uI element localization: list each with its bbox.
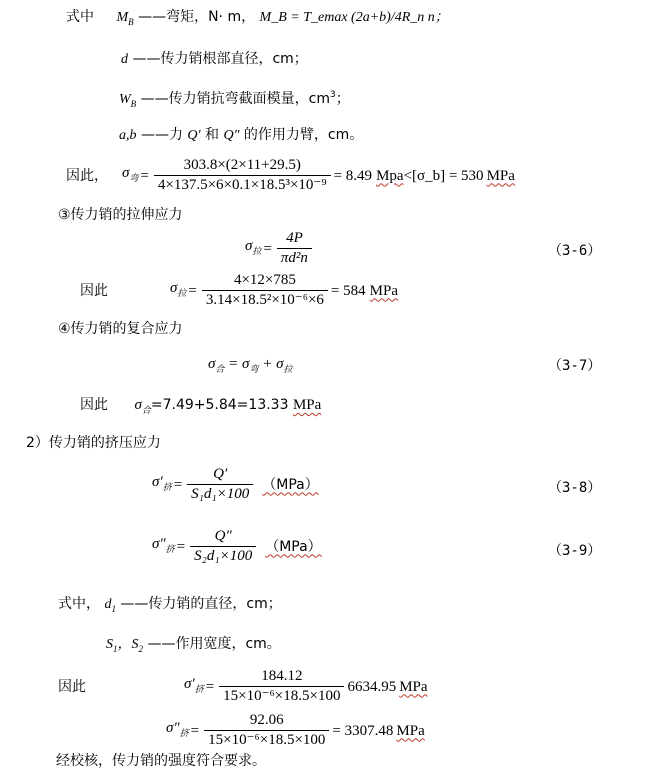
bending-denominator: 4×137.5×6×0.1×18.5³×10⁻⁹	[154, 175, 331, 194]
symbol-ab: a,b	[119, 128, 137, 143]
tensile-formula: $\sigma_拉$ = $\frac{4P}{\text{πd²n}}$	[245, 230, 315, 267]
sigma-bear-2: $\sigma''_挤$	[152, 536, 175, 554]
symbol-wb: $W_B$	[119, 92, 137, 109]
bearing-fraction-1	[187, 466, 253, 503]
bearing-formula-1: $\sigma'_挤$ = $\frac{Q'}{\text{S₁d₁×100}}$ （MPa）	[152, 466, 319, 502]
def-d-line	[121, 50, 308, 69]
tensile-calc-fraction	[202, 272, 328, 309]
sigma-bear-1: $\sigma'_挤$	[152, 474, 172, 492]
tensile-fraction	[277, 230, 312, 267]
sigma-comb-2: $\sigma_合$	[134, 397, 151, 415]
bending-result: = 8.49	[333, 167, 373, 184]
bearing-denominator-1: S₁d₁×100	[187, 484, 253, 503]
s-description: ——作用宽度，cm。	[147, 636, 281, 652]
therefore-label-3: 因此	[80, 397, 108, 413]
therefore-label-1: 因此，	[66, 167, 108, 184]
def-mb-line	[66, 8, 449, 31]
symbol-d1: $d_1$	[104, 597, 116, 614]
tensile-result: = 584	[330, 282, 366, 299]
symbol-s1-s2: $S_1$，$S_2$	[106, 637, 143, 654]
tensile-calc-line: 因此 $\sigma_拉$ = $\frac{4\times 12\times 785}{\text{3.14×18.5²×10⁻⁶×6}}$ = 584 MPa	[80, 272, 398, 308]
wb-description: ——传力销抗弯截面模量，cm	[140, 91, 330, 107]
mb-formula: M_B = T_emax (2a+b)/4R_n n；	[259, 10, 449, 25]
unit-mpa-3: MPa	[369, 282, 398, 299]
ab-and: 和	[205, 127, 220, 143]
def-ab-line	[119, 126, 363, 145]
def-wb-line: $W_B$ ——传力销抗弯截面模量，$cm^3$；	[119, 90, 350, 109]
bending-fraction	[154, 157, 331, 194]
equation-number-3-7: （3-7）	[548, 358, 602, 374]
sigma-tens-2: $\sigma_拉$	[170, 280, 187, 298]
bearing-calc-line-1: $\sigma'_挤$ = $\frac{184.12}{\text{15×10⁻⁶×18.5×100}}$ 6634.95 MPa	[184, 668, 428, 704]
d-description: ——传力销根部直径，cm；	[132, 51, 308, 67]
bearing-calc-fraction-1	[219, 668, 344, 705]
where-label-2: 式中，	[58, 596, 100, 612]
symbol-mb: $M_B$	[116, 10, 134, 27]
symbol-q-dprime: Q″	[223, 128, 240, 143]
conclusion-text: 经校核，传力销的强度符合要求。	[56, 753, 266, 769]
bearing-calc-numerator-2: 92.06	[249, 712, 284, 728]
ab-description: ——力	[140, 127, 183, 143]
bending-compare: <[σ_b] = 530	[403, 167, 484, 184]
tensile-calc-numerator: 4×12×785	[233, 272, 296, 288]
unit-mpa-paren-1: （MPa）	[262, 476, 319, 493]
sigma-bear-calc-2: $\sigma''_挤$	[166, 720, 189, 738]
bearing-calc-line-2: $\sigma''_挤$ = $\frac{92.06}{\text{15×10⁻⁶×18.5×100}}$ = 3307.48 MPa	[166, 712, 425, 748]
combined-value: =7.49+5.84=13.33	[150, 397, 289, 413]
ab-description-end: 的作用力臂，cm。	[243, 127, 364, 143]
bending-numerator: 303.8×(2×11+29.5)	[183, 157, 301, 173]
therefore-label-2: 因此	[80, 282, 108, 299]
sigma-bend: $\sigma_弯$	[122, 165, 139, 183]
sigma-tens: $\sigma_拉$	[245, 238, 262, 256]
bearing-calc-denominator-2: 15×10⁻⁶×18.5×100	[204, 730, 329, 749]
therefore-label-4: 因此	[58, 679, 86, 695]
tensile-calc-denominator: 3.14×18.5²×10⁻⁶×6	[202, 290, 328, 309]
equation-number-3-6: （3-6）	[548, 243, 602, 259]
bearing-calc-fraction-2	[204, 712, 329, 749]
bearing-numerator-1: Q′	[213, 466, 228, 482]
symbol-q-prime: Q′	[187, 128, 201, 143]
bearing-numerator-2: Q″	[214, 528, 232, 544]
unit-mpa-1: Mpa	[376, 167, 404, 184]
tensile-denominator: πd²n	[277, 248, 312, 267]
equation-number-3-9: （3-9）	[548, 543, 602, 559]
bearing-calc-result-2: = 3307.48	[332, 722, 394, 739]
def-s-line	[106, 635, 281, 658]
sigma-bear-calc-1: $\sigma'_挤$	[184, 676, 204, 694]
cm3-exponent: 3	[329, 90, 336, 100]
unit-mpa-2: MPa	[486, 167, 515, 184]
bearing-denominator-2: S₂d₁×100	[190, 546, 256, 565]
unit-mpa-6: MPa	[396, 722, 425, 739]
unit-mpa-4: MPa	[292, 397, 322, 413]
bending-calc-line: 因此， $\sigma_弯$ = $\frac{303.8\times(2\times 11+29.5)}{\text{4×137.5×6×0.1×18.5³×10⁻⁹}}$ = 8.49 Mpa <[σ_b] = 530 MPa	[66, 157, 515, 193]
combined-formula: $\sigma_合 = \sigma_弯 + \sigma_拉$	[208, 356, 293, 374]
bearing-fraction-2	[190, 528, 256, 565]
section-bearing-heading: 2）传力销的挤压应力	[26, 435, 161, 451]
combined-calc-line	[80, 396, 321, 419]
bearing-formula-2: $\sigma''_挤$ = $\frac{Q''}{\text{S₂d₁×100}}$ （MPa）	[152, 528, 322, 564]
d1-description: ——传力销的直径，cm；	[120, 596, 282, 612]
def-d1-line	[58, 595, 282, 618]
equation-number-3-8: （3-8）	[548, 480, 602, 496]
tensile-numerator: 4P	[286, 230, 303, 246]
bearing-calc-denominator-1: 15×10⁻⁶×18.5×100	[219, 686, 344, 705]
unit-mpa-5: MPa	[399, 678, 428, 695]
bearing-calc-result-1: 6634.95	[347, 678, 397, 695]
where-label: 式中	[66, 9, 94, 25]
symbol-d: d	[121, 52, 128, 67]
section-tensile-heading: ③传力销的拉伸应力	[58, 207, 183, 223]
section-combined-heading: ④传力销的复合应力	[58, 321, 183, 337]
mb-description: ——弯矩，N· m，	[138, 9, 256, 25]
unit-mpa-paren-2: （MPa）	[265, 538, 322, 555]
bearing-calc-numerator-1: 184.12	[261, 668, 303, 684]
